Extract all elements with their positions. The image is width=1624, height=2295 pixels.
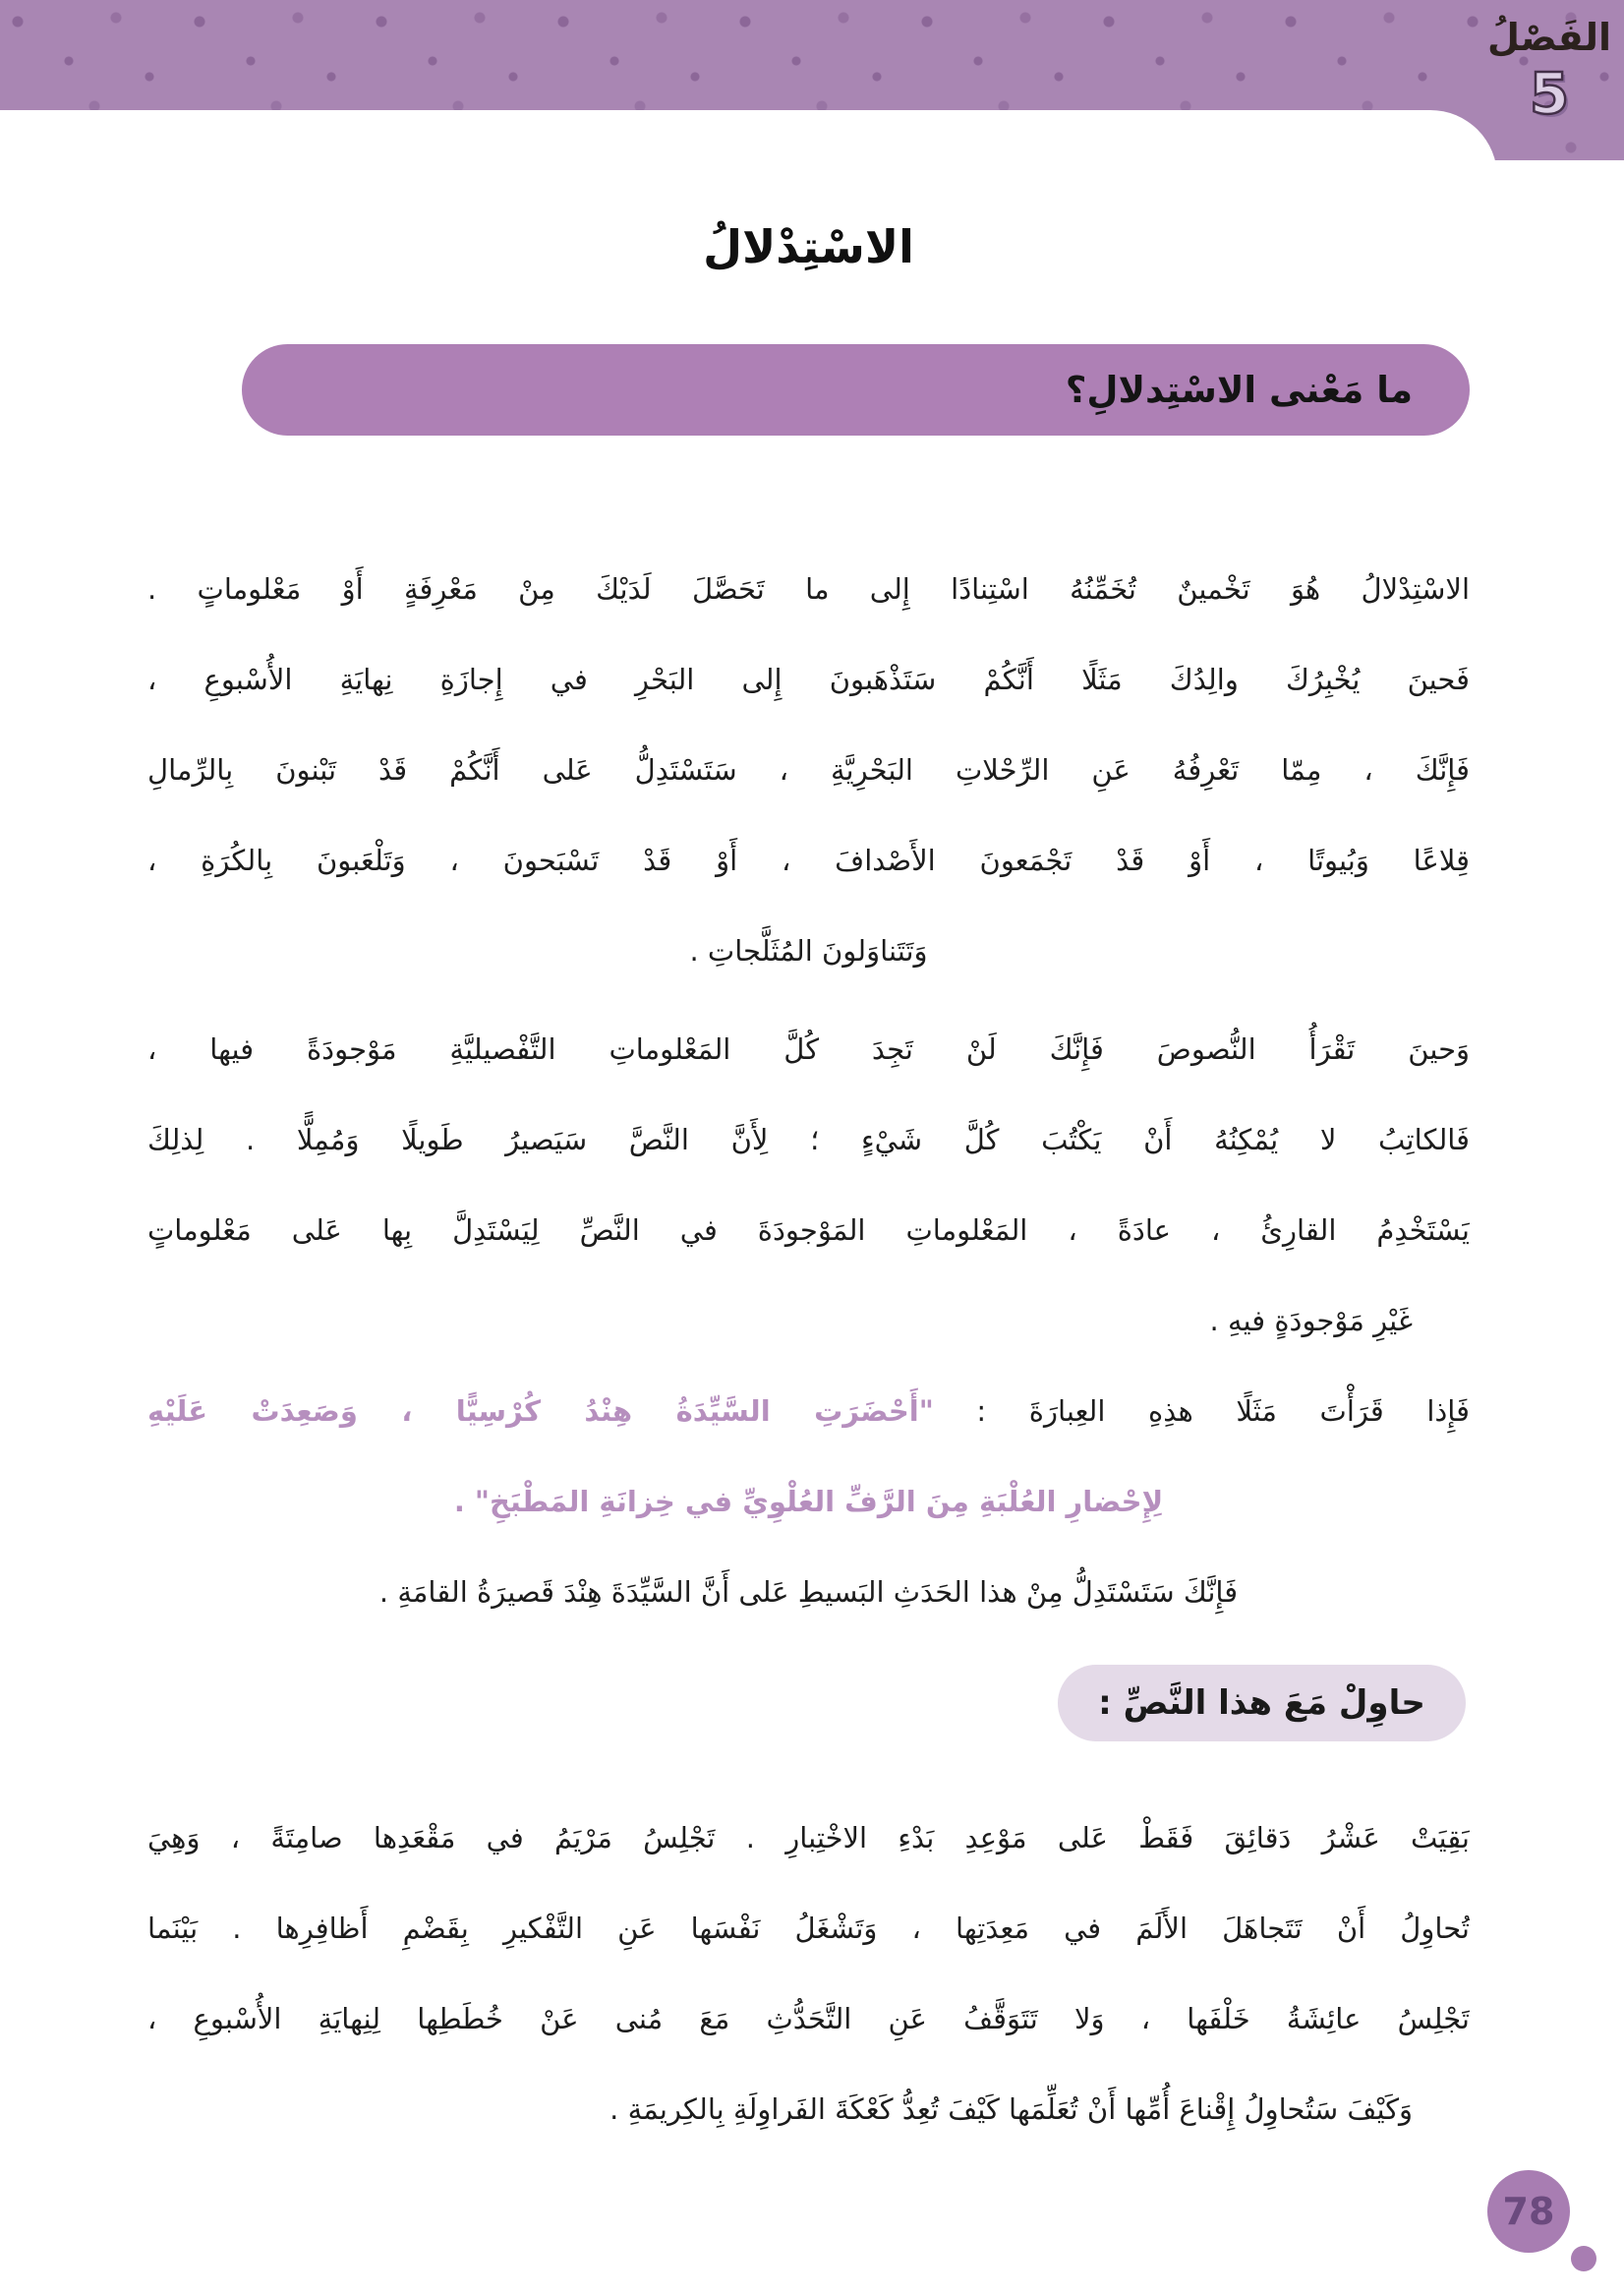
chapter-tab: [1477, 16, 1622, 125]
text-line: بَقِيَتْ عَشْرُ دَقائِقَ فَقَطْ عَلى مَوْعِدِ بَدْءِ الاخْتِبارِ . تَجْلِسُ مَرْيَمُ في مَقْعَدِها صامِتَةً ، وَهِيَ: [147, 1821, 1470, 1854]
text-line: [147, 1366, 1470, 1456]
paragraph-definition: [147, 544, 1470, 996]
page-content: [147, 110, 1470, 2154]
example-lead: فَإِذا قَرَأْتَ مَثَلًا هذِهِ العِبارَةَ :: [933, 1394, 1470, 1428]
section-banner-try-with-text: حاوِلْ مَعَ هذا النَّصِّ :: [1058, 1665, 1466, 1741]
chapter-number: 5: [1529, 59, 1570, 127]
text-line: وَكَيْفَ سَتُحاوِلُ إِقْناعَ أُمِّها أَنْ تُعَلِّمَها كَيْفَ تُعِدُّ كَعْكَةَ الفَراوِلَةِ بِالكِريمَةِ .: [609, 2092, 1413, 2126]
text-line: تَجْلِسُ عائِشَةُ خَلْفَها ، وَلا تَتَوَقَّفُ عَنِ التَّحَدُّثِ مَعَ مُنى عَنْ خُطَطِها لِنِهايَةِ الأُسْبوعِ ،: [147, 2002, 1470, 2035]
decorative-dot: [1571, 2246, 1596, 2271]
paragraph-example: [147, 1366, 1470, 1547]
text-line: الاسْتِدْلالُ هُوَ تَخْمينٌ تُخَمِّنُهُ اسْتِنادًا إِلى ما تَحَصَّلَ لَدَيْكَ مِنْ مَعْرِفَةٍ أَوْ مَعْلوماتٍ .: [147, 572, 1470, 606]
text-line: تُحاوِلُ أَنْ تَتَجاهَلَ الأَلَمَ في مَعِدَتِها ، وَتَشْغَلُ نَفْسَها عَنِ التَّفْكيرِ بِقَضْمِ أَظافِرِها . بَيْنَما: [147, 1912, 1470, 1945]
paragraph-exercise: [147, 1793, 1470, 2154]
text-line: وَحينَ تَقْرَأُ النُّصوصَ فَإِنَّكَ لَنْ تَجِدَ كُلَّ المَعْلوماتِ التَّفْصيليَّةِ مَوْجودَةً فيها ،: [147, 1032, 1470, 1066]
page-number-badge: [1487, 2170, 1570, 2253]
text-line: فَإِنَّكَ ، مِمّا تَعْرِفُهُ عَنِ الرِّحْلاتِ البَحْرِيَّةِ ، سَتَسْتَدِلُّ عَلى أَنَّكُمْ قَدْ تَبْنونَ بِالرِّمالِ: [147, 753, 1470, 787]
paragraph-reading: [147, 1004, 1470, 1366]
page-number: 78: [1502, 2190, 1555, 2233]
text-line: وَتَتَناوَلونَ المُثَلَّجاتِ .: [689, 934, 928, 968]
section-banner-what-is-inference: ما مَعْنى الاسْتِدلالِ؟: [242, 344, 1470, 436]
text-line: يَسْتَخْدِمُ القارِئُ ، عادَةً ، المَعْلوماتِ المَوْجودَةَ في النَّصِّ لِيَسْتَدِلَّ بِها عَلى مَعْلوماتٍ: [147, 1213, 1470, 1247]
page-title: الاسْتِدْلالُ: [703, 220, 914, 273]
text-line: غَيْرِ مَوْجودَةٍ فيهِ .: [1209, 1304, 1413, 1337]
text-line: فَإِنَّكَ سَتَسْتَدِلُّ مِنْ هذا الحَدَثِ البَسيطِ عَلى أَنَّ السَّيِّدَةَ هِنْدَ قَصيرَةُ القامَةِ .: [378, 1575, 1239, 1609]
text-line: فَالكاتِبُ لا يُمْكِنُهُ أَنْ يَكْتُبَ كُلَّ شَيْءٍ ؛ لِأَنَّ النَّصَّ سَيَصيرُ طَويلًا وَمُمِلًّا . لِذلِكَ: [147, 1123, 1470, 1156]
text-line: فَحينَ يُخْبِرُكَ والِدُكَ مَثَلًا أَنَّكُمْ سَتَذْهَبونَ إِلى البَحْرِ في إِجازَةِ نِهايَةِ الأُسْبوعِ ،: [147, 663, 1470, 696]
paragraph-conclusion: [147, 1547, 1470, 1637]
text-line: قِلاعًا وَبُيوتًا ، أَوْ قَدْ تَجْمَعونَ الأَصْدافَ ، أَوْ قَدْ تَسْبَحونَ ، وَتَلْعَبونَ بِالكُرَةِ ،: [147, 844, 1470, 877]
example-quote-part1: "أَحْضَرَتِ السَّيِّدَةُ هِنْدُ كُرْسِيًّا ، وَصَعِدَتْ عَلَيْهِ: [147, 1394, 934, 1428]
example-quote-part2: لِإِحْضارِ العُلْبَةِ مِنَ الرَّفِّ العُلْوِيِّ في خِزانَةِ المَطْبَخِ" .: [453, 1485, 1164, 1518]
chapter-label: الفَصْلُ: [1486, 16, 1611, 59]
